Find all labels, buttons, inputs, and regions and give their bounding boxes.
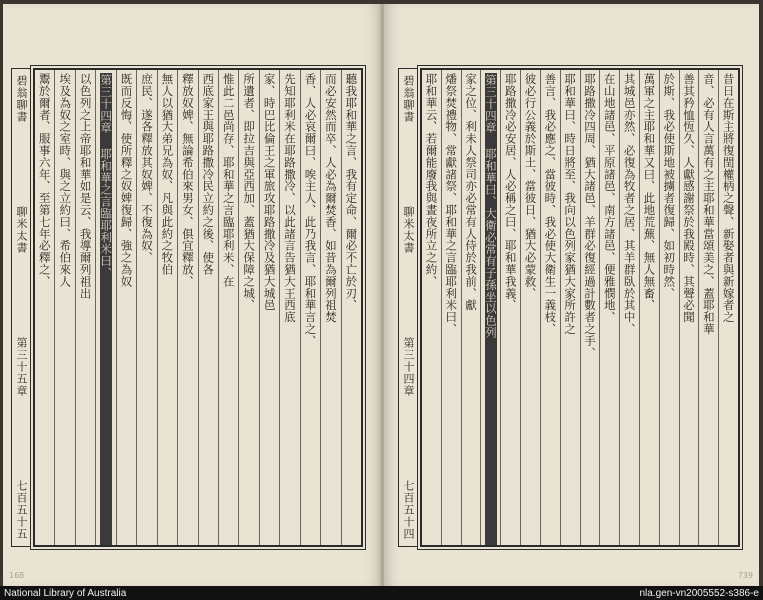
left-text-frame	[33, 68, 363, 547]
column-text: 家、時巴比倫王之軍旅攻耶路撒冷及猶大城邑	[262, 73, 277, 311]
left-book-title: 碧翁聊書	[15, 75, 28, 123]
text-column	[599, 70, 619, 545]
text-column	[580, 70, 600, 545]
column-text: 先知耶利米在耶路撒冷、以此諸言告猶大王西底	[283, 73, 297, 323]
text-column	[54, 70, 74, 545]
column-text: 於斯、我必使斯地被擄者復歸、如初時然、	[662, 73, 677, 300]
column-text: 耶和華曰、時日將至、我向以色列家猶大家所許之	[563, 73, 578, 335]
right-text-columns	[422, 70, 738, 545]
column-text: 聽我耶和華之言、我有定命、爾必不亡於刃、	[344, 73, 359, 311]
text-column	[136, 70, 156, 545]
column-text: 萬軍之主耶和華又曰、此地荒蕪、無人無畜、	[642, 73, 657, 311]
column-text: 埃及為奴之室時、與之立約曰、希伯來人	[58, 73, 73, 288]
text-column	[300, 70, 320, 545]
right-folio: 七百五十四	[402, 480, 415, 540]
text-column	[520, 70, 540, 545]
column-text: 燔祭焚禮物、常獻諸祭、耶和華之言臨耶利米曰、	[444, 73, 459, 335]
text-column	[157, 70, 177, 545]
column-text: 第三十四章 耶和華之言臨耶利米曰、	[100, 73, 112, 545]
text-column	[619, 70, 639, 545]
text-column	[341, 70, 361, 545]
text-column	[560, 70, 580, 545]
footer-library-name: National Library of Australia	[4, 587, 127, 599]
left-chapter-number: 第三十五章	[15, 337, 28, 397]
column-text: 既而反悔、使所釋之奴婢復歸、強之為奴	[119, 73, 134, 288]
text-column	[95, 70, 115, 545]
column-text: 惟此二邑尚存、耶和華之言臨耶利米、在	[221, 73, 236, 288]
text-column	[238, 70, 258, 545]
footer-item-id: nla.gen-vn2005552-s386-e	[639, 587, 759, 599]
column-text: 耶路撒冷必安居、人必稱之曰、耶和華我義、	[503, 73, 518, 311]
column-text: 西底家王與耶路撒冷民立約之後、使各	[201, 73, 216, 276]
text-column	[198, 70, 218, 545]
left-folio: 七百五十五	[15, 480, 28, 540]
right-page	[384, 4, 759, 586]
column-text: 所遺者、即拉吉與亞西加、蓋猶大保障之城、	[242, 73, 257, 311]
column-text: 無人以猶大弟兄為奴、凡與此約之牧伯	[160, 73, 175, 276]
text-column	[659, 70, 679, 545]
text-column	[218, 70, 238, 545]
column-text: 香、人必哀爾曰、唉主人、此乃我言、耶和華言之、	[303, 73, 318, 347]
text-column	[35, 70, 54, 545]
column-text: 釋放奴婢、無論希伯來男女、俱宜釋放、	[180, 73, 195, 288]
text-column	[259, 70, 279, 545]
right-pencil-mark: 739	[737, 571, 753, 580]
text-column	[441, 70, 461, 545]
text-column	[500, 70, 520, 545]
left-text-columns	[35, 70, 361, 545]
right-text-frame	[420, 68, 740, 547]
text-column	[177, 70, 197, 545]
column-text: 耶和華云、若爾能廢我與晝夜所立之約、	[424, 73, 439, 288]
text-column	[75, 70, 95, 545]
text-column	[540, 70, 560, 545]
column-text: 音、必有人言萬有之主耶和華當頌美之、蓋耶和華	[701, 73, 716, 335]
column-text: 彼必行公義於斯土、當彼日、猶大必蒙救、	[523, 73, 538, 300]
left-page-edge-header	[11, 68, 31, 547]
column-text: 而必安然而卒、人必為爾焚香、如昔為爾列祖焚	[323, 73, 338, 323]
right-book-title: 碧翁聊書	[402, 75, 415, 123]
left-page	[3, 4, 381, 586]
library-footer-bar	[0, 586, 763, 600]
text-column	[679, 70, 699, 545]
text-column	[116, 70, 136, 545]
column-text: 以色列之上帝耶和華如是云、我導爾列祖出	[78, 73, 93, 300]
column-text: 在山地諸邑、平原諸邑、南方諸邑、便雅憫地、	[602, 73, 617, 323]
text-column	[698, 70, 718, 545]
column-text: 第三十四章 耶和華曰、大衛必常有子孫坐以色列	[485, 73, 497, 545]
left-pencil-mark: 168	[9, 571, 25, 580]
column-text: 其城邑亦然、必復為牧者之居、其羊群臥於其中、	[622, 73, 637, 335]
column-text: 昔日在斯主將復閏權柄之聲、新娶者與新嫁者之	[721, 73, 736, 323]
left-chapter-name: 聊米太書	[15, 206, 28, 254]
column-text: 庶民、遂各釋放其奴婢、不復為奴、	[139, 73, 154, 264]
text-column	[480, 70, 500, 545]
column-text: 鬻於爾者、服事六年、至第七年必釋之、	[37, 73, 52, 288]
column-text: 善其矜恤恆久、人獻感謝祭於我殿時、其聲必聞	[682, 73, 696, 323]
text-column	[718, 70, 738, 545]
right-page-edge-header	[398, 68, 418, 547]
column-text: 家之位、利未人祭司亦必常有人侍於我前、獻	[464, 73, 479, 311]
column-text: 善言、我必應之、當彼時、我必使大衛生一義枝、	[543, 73, 558, 335]
right-chapter-name: 聊米太書	[402, 206, 415, 254]
text-column	[422, 70, 441, 545]
text-column	[639, 70, 659, 545]
text-column	[279, 70, 299, 545]
right-chapter-number: 第三十四章	[402, 337, 415, 397]
text-column	[320, 70, 340, 545]
column-text: 耶路撒冷四周、猶大諸邑、羊群必復經過計數者之手、	[582, 73, 597, 359]
text-column	[461, 70, 481, 545]
